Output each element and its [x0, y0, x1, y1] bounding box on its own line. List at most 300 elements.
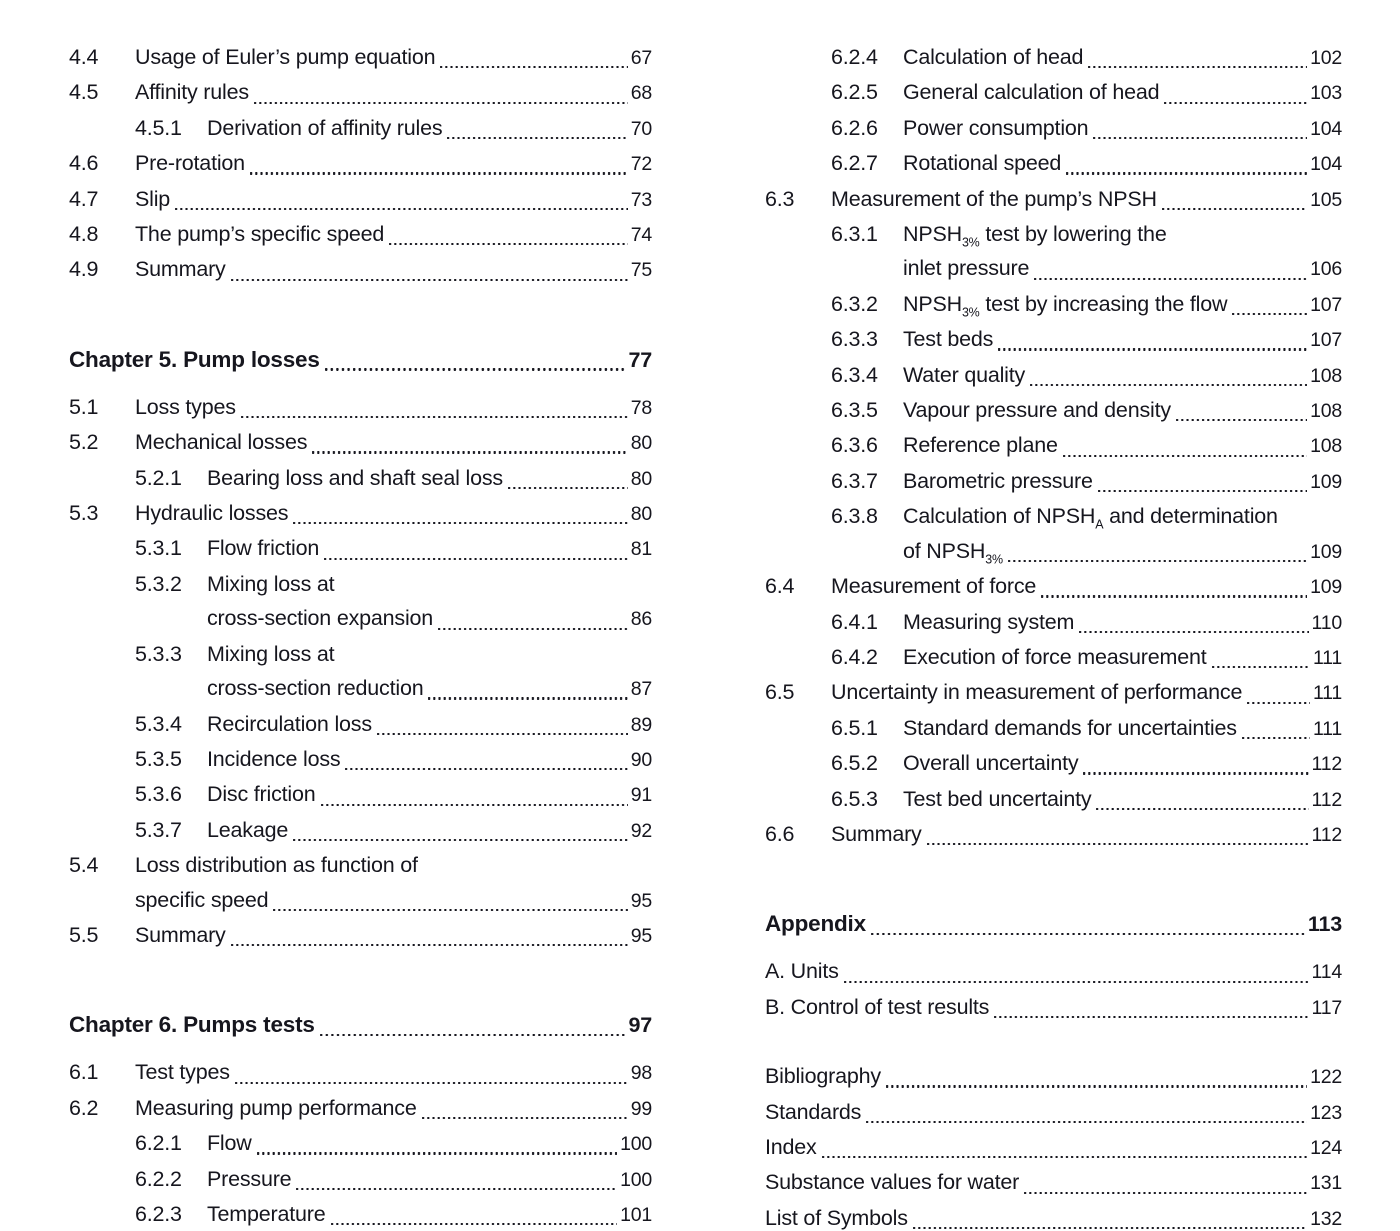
- entry-body: [207, 111, 652, 146]
- page-number: 92: [630, 819, 652, 842]
- toc-entry: [765, 111, 1342, 146]
- toc-line: [207, 813, 652, 848]
- dot-leader: [325, 368, 626, 370]
- entry-body: [135, 918, 652, 953]
- toc-line: [903, 393, 1342, 428]
- entry-title: General calculation of head: [903, 80, 1160, 105]
- entry-number: 6.5: [765, 680, 795, 705]
- toc-entry: [765, 675, 1342, 710]
- toc-line: [207, 671, 652, 706]
- entry-body: [831, 569, 1342, 604]
- entry-number: 4.6: [69, 151, 99, 176]
- toc-line: [207, 1162, 652, 1197]
- entry-title: Usage of Euler’s pump equation: [135, 45, 436, 69]
- entry-number: 6.2.3: [135, 1201, 182, 1226]
- entry-body: [903, 111, 1342, 146]
- dot-leader: [345, 768, 627, 770]
- page-number: 73: [630, 188, 652, 211]
- entry-body: [765, 954, 1342, 989]
- page-number: 95: [630, 924, 652, 947]
- toc-line: [135, 182, 652, 217]
- entry-body: [903, 499, 1342, 569]
- entry-body: [903, 393, 1342, 428]
- page-number: 109: [1310, 470, 1342, 493]
- page-number: 86: [630, 608, 652, 631]
- entry-number: 6.5.3: [831, 786, 878, 811]
- dot-leader: [250, 172, 628, 174]
- dot-leader: [1247, 702, 1310, 704]
- page-number: 114: [1311, 961, 1342, 984]
- dot-leader: [428, 697, 627, 699]
- toc-line: [831, 569, 1342, 604]
- dot-leader: [1176, 419, 1307, 421]
- page-number: 97: [628, 1013, 652, 1038]
- entry-title: Measurement of the pump’s NPSH: [831, 186, 1157, 211]
- entry-number: 6.6: [765, 821, 795, 846]
- entry-title: Summary: [135, 257, 226, 282]
- toc-line: [765, 1165, 1342, 1200]
- entry-title: Pressure: [207, 1166, 292, 1191]
- page-number: 68: [630, 82, 652, 105]
- dot-leader: [822, 1156, 1307, 1158]
- dot-leader: [1232, 313, 1307, 315]
- dot-leader: [235, 1082, 628, 1084]
- page-number: 117: [1311, 996, 1342, 1019]
- entry-number: 6.2.4: [831, 45, 878, 69]
- page-number: 105: [1310, 188, 1342, 211]
- entry-title: Bearing loss and shaft seal loss: [207, 465, 503, 490]
- page-number: 98: [630, 1062, 652, 1085]
- dot-leader: [1164, 102, 1307, 104]
- entry-body: [831, 817, 1342, 852]
- toc-line: [135, 1055, 652, 1090]
- entry-title: Calculation of head: [903, 45, 1084, 69]
- entry-body: [135, 848, 652, 918]
- dot-leader: [447, 137, 627, 139]
- entry-number: 5.5: [69, 922, 99, 947]
- toc-entry: [765, 605, 1342, 640]
- toc-entry: [765, 1130, 1342, 1165]
- entry-body: [831, 675, 1342, 710]
- dot-leader: [998, 348, 1307, 350]
- dot-leader: [871, 933, 1305, 935]
- toc-line: [903, 251, 1342, 286]
- dot-leader: [844, 981, 1309, 983]
- toc-entry: [765, 746, 1342, 781]
- entry-number: 5.3.4: [135, 711, 182, 736]
- toc-line: [903, 640, 1342, 675]
- toc-entry: [69, 848, 652, 918]
- toc-entry: [765, 182, 1342, 217]
- entry-body: [207, 1197, 652, 1231]
- entry-title: Flow friction: [207, 536, 320, 561]
- entry-body: [135, 496, 652, 531]
- toc-entry: [69, 217, 652, 252]
- dot-leader: [321, 804, 628, 806]
- toc-line: [831, 182, 1342, 217]
- entry-title: Appendix: [765, 911, 866, 937]
- page-number: 107: [1310, 329, 1342, 352]
- toc-entry: [69, 918, 652, 953]
- page-number: 111: [1312, 717, 1342, 740]
- entry-body: [831, 182, 1342, 217]
- dot-leader: [324, 558, 628, 560]
- entry-number: 5.3.1: [135, 536, 182, 561]
- entry-body: [903, 287, 1342, 322]
- page-number: 80: [630, 503, 652, 526]
- dot-leader: [1093, 137, 1307, 139]
- entry-title: Mixing loss at: [207, 571, 335, 596]
- entry-body: [903, 428, 1342, 463]
- toc-entry: [69, 111, 652, 146]
- entry-number: 6.4: [765, 574, 795, 599]
- toc-line: [135, 425, 652, 460]
- toc-entry: [69, 390, 652, 425]
- entry-number: 6.3.6: [831, 433, 878, 458]
- toc-line: [135, 883, 652, 918]
- entry-title: specific speed: [135, 887, 269, 912]
- dot-leader: [320, 1034, 626, 1036]
- entry-body: [765, 1130, 1342, 1165]
- entry-body: [135, 252, 652, 287]
- page-number: 102: [1310, 47, 1342, 69]
- page-number: 77: [628, 347, 652, 372]
- entry-title: Overall uncertainty: [903, 751, 1079, 776]
- page-number: 103: [1310, 82, 1342, 105]
- chapter-heading: [69, 340, 652, 380]
- page-number: 110: [1311, 611, 1342, 634]
- entry-title: Chapter 5. Pump losses: [69, 346, 320, 372]
- page-number: 80: [630, 432, 652, 455]
- entry-body: [207, 813, 652, 848]
- toc-line: [135, 252, 652, 287]
- entry-number: 6.2.7: [831, 151, 878, 176]
- toc-line: [207, 707, 652, 742]
- entry-number: 6.3.2: [831, 291, 878, 316]
- entry-title: $NPSH_{3\%}$ test by lowering the: [903, 222, 1167, 250]
- dot-leader: [1098, 490, 1307, 492]
- entry-number: 5.2: [69, 430, 99, 455]
- entry-title: Test bed uncertainty: [903, 786, 1092, 811]
- toc-line: [765, 990, 1342, 1025]
- page-number: 123: [1310, 1101, 1342, 1124]
- entry-number: 4.5.1: [135, 115, 182, 140]
- entry-number: 6.4.1: [831, 609, 878, 634]
- entry-number: 5.1: [69, 394, 99, 419]
- entry-number: 6.3.7: [831, 468, 878, 493]
- entry-title: Leakage: [207, 817, 289, 842]
- entry-body: [135, 1091, 652, 1126]
- entry-body: [135, 146, 652, 181]
- entry-number: 6.2: [69, 1095, 99, 1120]
- toc-entry: [69, 777, 652, 812]
- page-number: 107: [1310, 293, 1342, 316]
- dot-leader: [1079, 631, 1308, 633]
- dot-leader: [231, 279, 628, 281]
- chapter-heading: [69, 1005, 652, 1045]
- page-number: 112: [1311, 753, 1342, 776]
- entry-body: [903, 358, 1342, 393]
- entry-body: [135, 1055, 652, 1090]
- toc-line: [903, 782, 1342, 817]
- dot-leader: [377, 733, 628, 735]
- dot-leader: [1242, 737, 1310, 739]
- toc-entry: [765, 40, 1342, 75]
- chapter-heading: [765, 904, 1342, 944]
- toc-entry: [69, 40, 652, 75]
- page-number: 100: [620, 1168, 652, 1191]
- entry-title: Summary: [831, 821, 922, 846]
- toc-entry: [69, 146, 652, 181]
- entry-number: 6.4.2: [831, 644, 878, 669]
- entry-title: List of Symbols: [765, 1205, 908, 1230]
- entry-title: Flow: [207, 1131, 252, 1156]
- toc-entry: [69, 637, 652, 707]
- toc-column-right: [765, 40, 1342, 1231]
- entry-title: Disc friction: [207, 782, 316, 807]
- entry-title: $NPSH_{3\%}$ test by increasing the flow: [903, 291, 1228, 320]
- page-number: 80: [630, 467, 652, 490]
- entry-number: 5.2.1: [135, 465, 182, 490]
- entry-number: 6.2.2: [135, 1166, 182, 1191]
- entry-title: Mixing loss at: [207, 641, 335, 666]
- page-number: 124: [1310, 1136, 1342, 1159]
- toc-entry: [69, 75, 652, 110]
- entry-body: [903, 746, 1342, 781]
- page-number: 106: [1310, 258, 1342, 281]
- entry-title: of $NPSH_{3\%}$: [903, 538, 1003, 566]
- entry-title: Test beds: [903, 327, 994, 352]
- toc-line: [765, 1130, 1342, 1165]
- entry-body: [903, 217, 1342, 287]
- toc-line: [207, 742, 652, 777]
- toc-column-left: [69, 40, 652, 1231]
- entry-number: 6.2.1: [135, 1131, 182, 1156]
- entry-number: 5.3.6: [135, 782, 182, 807]
- toc-entry: [69, 1162, 652, 1197]
- toc-line: [135, 217, 652, 252]
- dot-leader: [312, 451, 627, 453]
- dot-leader: [927, 843, 1309, 845]
- toc-entry: [765, 1165, 1342, 1200]
- toc-entry: [765, 358, 1342, 393]
- toc-line: [135, 1091, 652, 1126]
- page-number: 108: [1310, 400, 1342, 423]
- entry-title: Power consumption: [903, 115, 1089, 140]
- toc-line: [765, 1201, 1342, 1231]
- dot-leader: [1034, 278, 1307, 280]
- page-number: 122: [1310, 1066, 1342, 1089]
- toc-entry: [69, 1091, 652, 1126]
- toc-line: [903, 428, 1342, 463]
- entry-title: Recirculation loss: [207, 711, 372, 736]
- entry-title: Uncertainty in measurement of performance: [831, 680, 1243, 705]
- entry-body: [135, 425, 652, 460]
- dot-leader: [508, 487, 628, 489]
- entry-title: Loss distribution as function of: [135, 853, 418, 878]
- entry-title: Derivation of affinity rules: [207, 115, 443, 140]
- toc-entry: [765, 1095, 1342, 1130]
- entry-body: [207, 531, 652, 566]
- entry-body: [765, 990, 1342, 1025]
- entry-body: [207, 742, 652, 777]
- entry-title: Measuring system: [903, 609, 1075, 634]
- toc-line: [831, 817, 1342, 852]
- dot-leader: [175, 208, 628, 210]
- dot-leader: [257, 1152, 617, 1154]
- entry-title: Standard demands for uncertainties: [903, 715, 1237, 740]
- page-number: 100: [620, 1133, 652, 1156]
- entry-title: Measurement of force: [831, 574, 1037, 599]
- entry-body: [903, 322, 1342, 357]
- page-number: 99: [630, 1097, 652, 1120]
- entry-number: 4.9: [69, 257, 99, 282]
- page-number: 74: [630, 224, 652, 247]
- page-number: 111: [1312, 646, 1342, 669]
- page-number: 109: [1310, 576, 1342, 599]
- page-number: 81: [630, 538, 652, 561]
- dot-leader: [994, 1016, 1308, 1018]
- dot-leader: [886, 1085, 1307, 1087]
- toc-entry: [69, 1055, 652, 1090]
- entry-number: 6.2.6: [831, 115, 878, 140]
- entry-number: 4.7: [69, 186, 99, 211]
- entry-title: Temperature: [207, 1201, 326, 1226]
- toc-line: [135, 918, 652, 953]
- toc-entry: [765, 499, 1342, 569]
- entry-number: 6.2.5: [831, 80, 878, 105]
- entry-body: [765, 1201, 1342, 1231]
- page-number: 132: [1310, 1207, 1342, 1230]
- toc-entry: [765, 782, 1342, 817]
- page-number: 91: [630, 784, 652, 807]
- entry-number: 4.8: [69, 222, 99, 247]
- toc-entry: [69, 813, 652, 848]
- entry-title: Chapter 6. Pumps tests: [69, 1012, 315, 1038]
- dot-leader: [1096, 808, 1308, 810]
- toc-entry: [765, 990, 1342, 1025]
- dot-leader: [273, 909, 627, 911]
- entry-title: Standards: [765, 1099, 862, 1124]
- toc-entry: [765, 322, 1342, 357]
- page-number: 112: [1311, 788, 1342, 811]
- page-number: 104: [1310, 153, 1342, 176]
- page-number: 67: [630, 47, 652, 69]
- page-number: 131: [1310, 1172, 1342, 1195]
- toc-line: [207, 777, 652, 812]
- toc-entry: [765, 1059, 1342, 1094]
- toc-line: [903, 534, 1342, 569]
- entry-title: Water quality: [903, 362, 1026, 387]
- dot-leader: [1088, 66, 1307, 68]
- entry-number: 6.3.1: [831, 222, 878, 247]
- dot-leader: [1008, 560, 1307, 562]
- entry-title: Rotational speed: [903, 151, 1062, 176]
- toc-entry: [69, 1126, 652, 1161]
- dot-leader: [1066, 172, 1307, 174]
- page-number: 113: [1307, 912, 1342, 937]
- entry-title: Loss types: [135, 394, 236, 419]
- dot-leader: [913, 1227, 1307, 1229]
- entry-title: Index: [765, 1134, 817, 1159]
- toc-entry: [765, 464, 1342, 499]
- toc-line: [903, 111, 1342, 146]
- dot-leader: [866, 1121, 1307, 1123]
- entry-title: Calculation of $NPSH_A$ and determination: [903, 504, 1278, 532]
- entry-title: cross-section reduction: [207, 676, 424, 701]
- toc-line: [903, 746, 1342, 781]
- entry-number: 5.3: [69, 501, 99, 526]
- entry-title: Substance values for water: [765, 1170, 1020, 1195]
- entry-title: cross-section expansion: [207, 606, 434, 631]
- entry-number: 4.5: [69, 80, 99, 105]
- toc-line: [207, 1197, 652, 1231]
- page-number: 109: [1310, 540, 1342, 563]
- toc-line: [765, 1095, 1342, 1130]
- entry-number: 5.3.2: [135, 571, 182, 596]
- entry-title: The pump’s specific speed: [135, 222, 385, 247]
- dot-leader: [293, 522, 627, 524]
- dot-leader: [1041, 595, 1307, 597]
- dot-leader: [389, 243, 628, 245]
- toc-line: [207, 461, 652, 496]
- dot-leader: [1083, 772, 1308, 774]
- entry-body: [207, 777, 652, 812]
- dot-leader: [422, 1117, 628, 1119]
- entry-number: 6.3.8: [831, 504, 878, 529]
- entry-body: [207, 1162, 652, 1197]
- entry-number: 5.3.3: [135, 641, 182, 666]
- toc-line: [903, 464, 1342, 499]
- toc-line: [903, 499, 1342, 533]
- entry-title: Execution of force measurement: [903, 644, 1207, 669]
- toc-entry: [69, 425, 652, 460]
- entry-title: Summary: [135, 922, 226, 947]
- entry-body: [765, 1095, 1342, 1130]
- page-number: 112: [1311, 823, 1342, 846]
- dot-leader: [254, 102, 628, 104]
- toc-entry: [765, 75, 1342, 110]
- entry-body: [207, 567, 652, 637]
- entry-title: Hydraulic losses: [135, 501, 289, 526]
- toc-block: [765, 954, 1342, 1025]
- toc-line: [903, 322, 1342, 357]
- page-number: 89: [630, 713, 652, 736]
- toc-block: [765, 1059, 1342, 1231]
- toc-line: [135, 40, 652, 75]
- dot-leader: [1030, 384, 1307, 386]
- entry-number: 6.3.4: [831, 362, 878, 387]
- entry-body: [903, 464, 1342, 499]
- toc-line: [207, 111, 652, 146]
- toc-line: [903, 605, 1342, 640]
- page-number: 95: [630, 889, 652, 912]
- dot-leader: [296, 1188, 617, 1190]
- page-number: 111: [1312, 682, 1342, 705]
- dot-leader: [440, 66, 627, 68]
- toc-block: [69, 390, 652, 954]
- entry-body: [135, 40, 652, 75]
- toc-line: [903, 711, 1342, 746]
- toc-line: [207, 601, 652, 636]
- toc-entry: [765, 217, 1342, 287]
- page-number: 90: [630, 748, 652, 771]
- toc-line: [903, 75, 1342, 110]
- entry-body: [903, 146, 1342, 181]
- entry-body: [765, 1059, 1342, 1094]
- toc-line: [765, 954, 1342, 989]
- toc-block: [69, 1055, 652, 1231]
